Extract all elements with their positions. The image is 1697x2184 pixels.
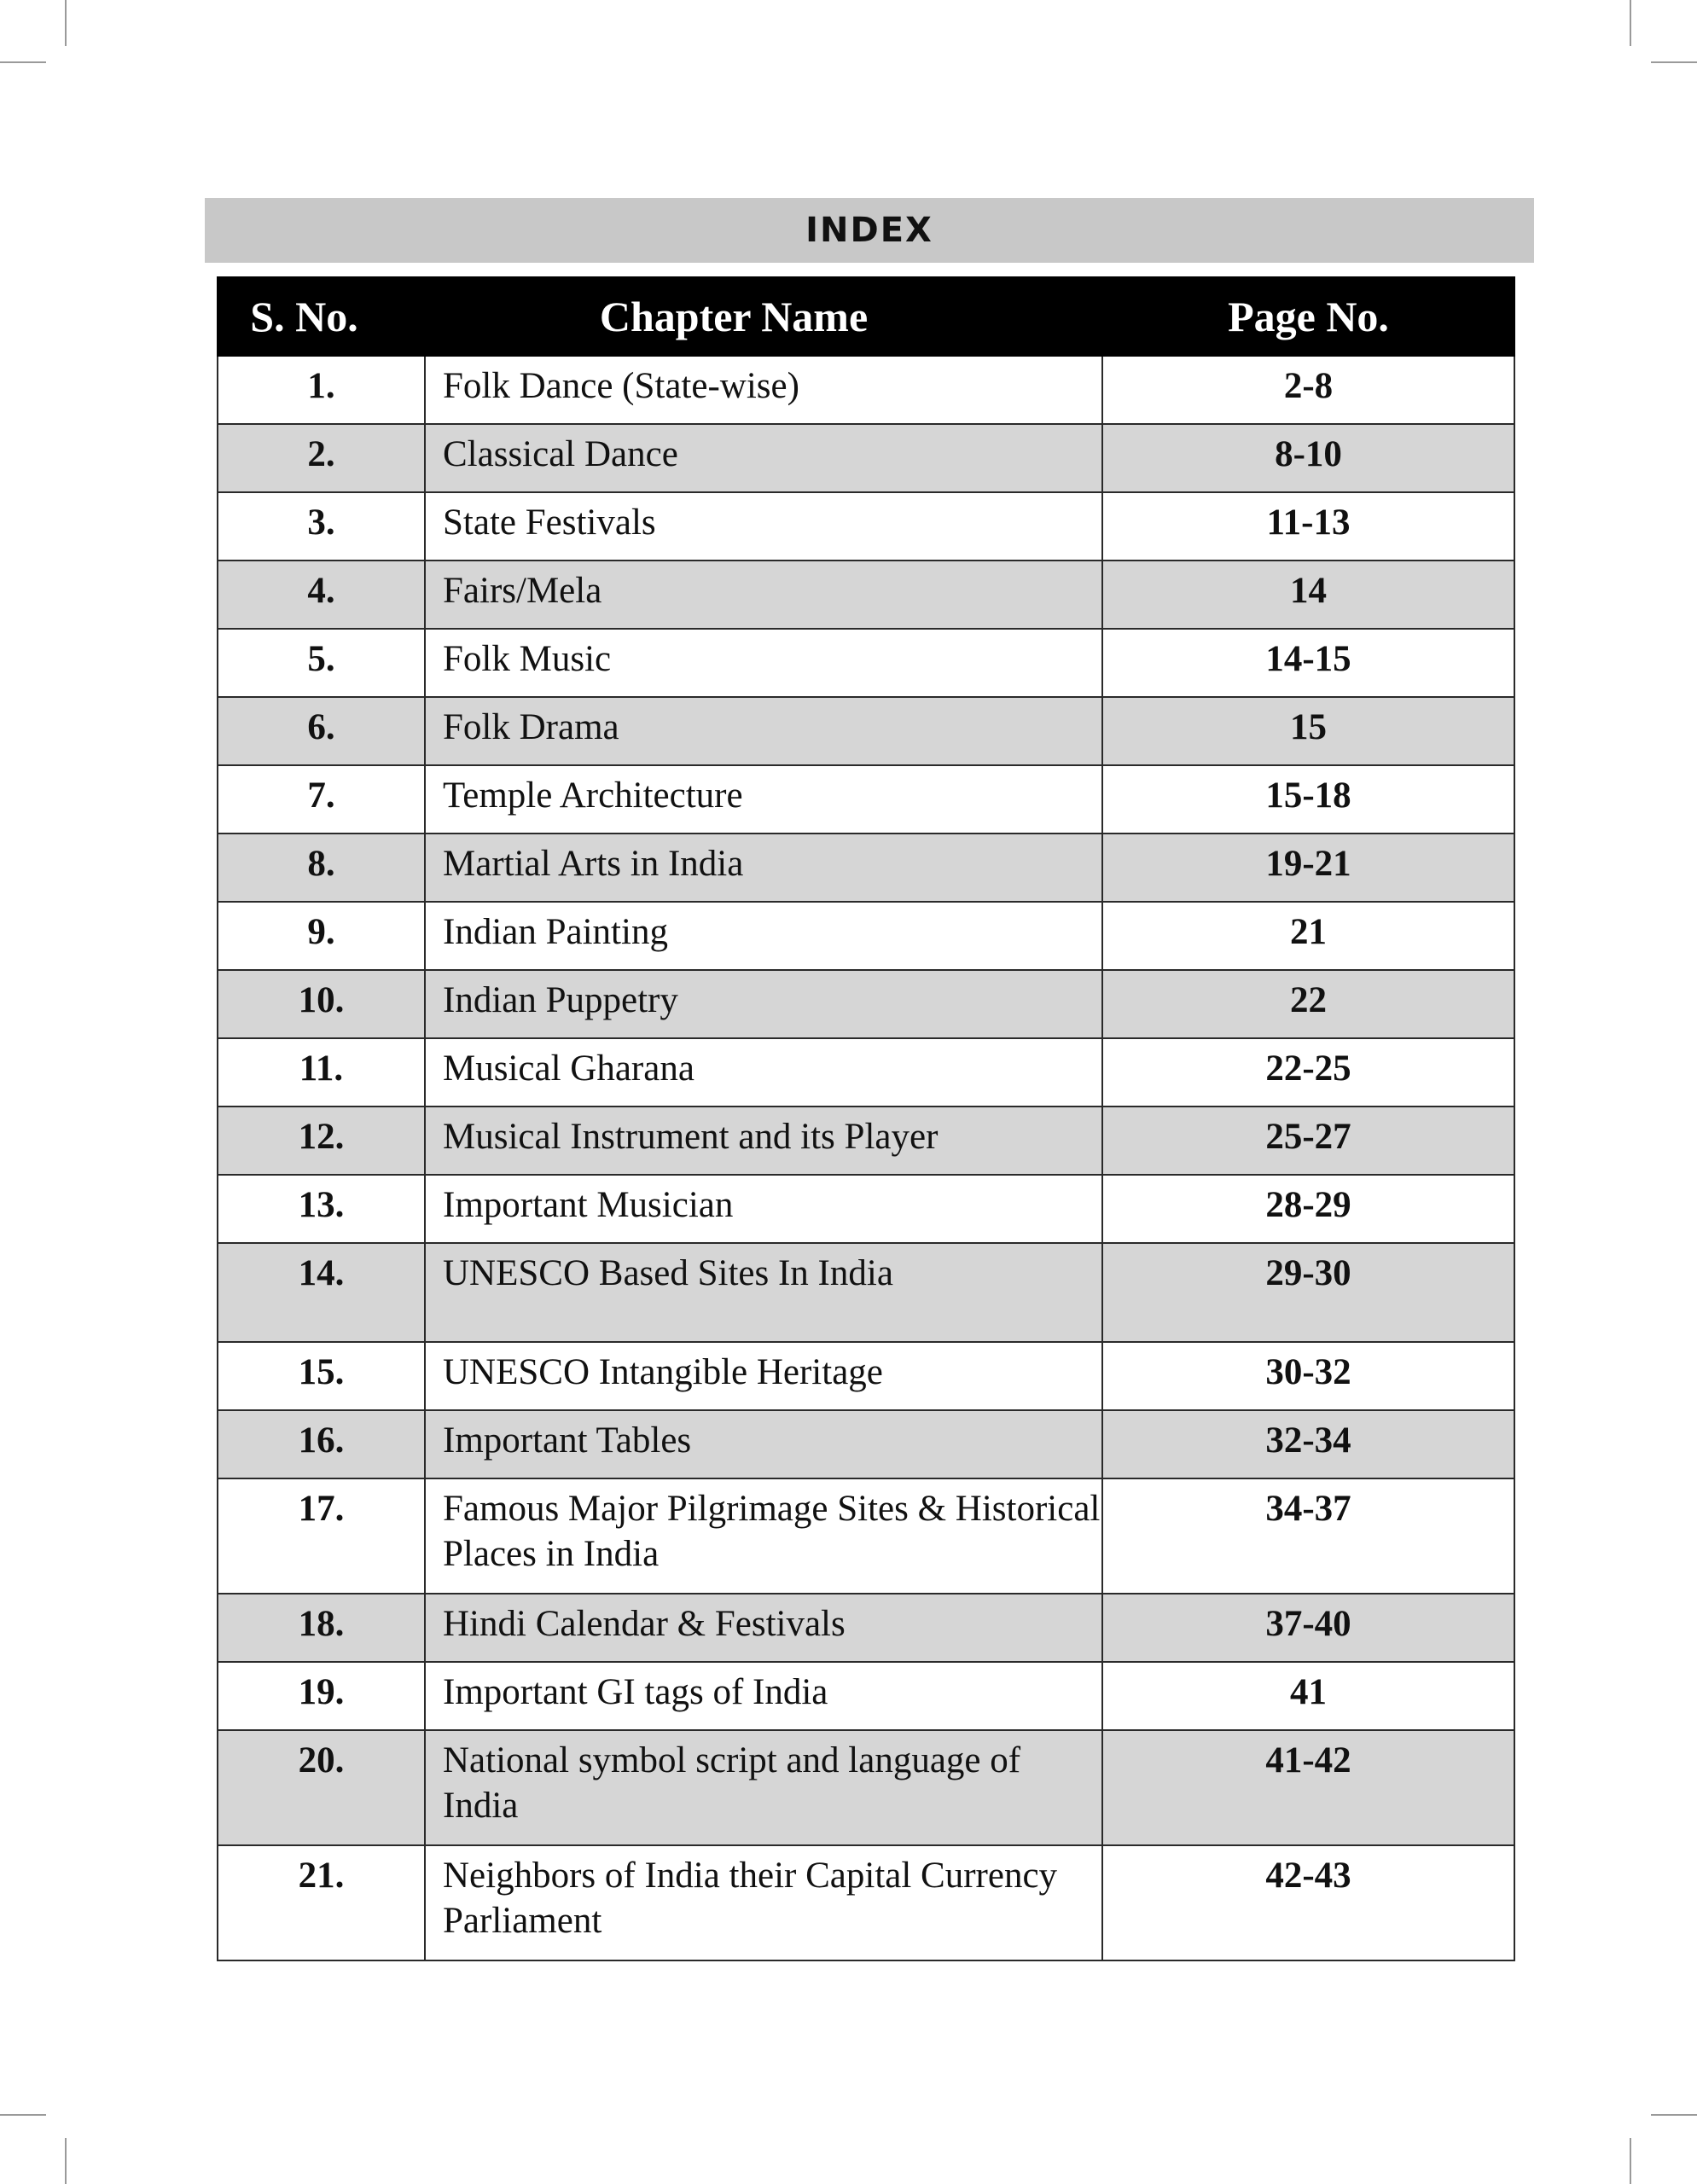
row-serial-number: 17. xyxy=(218,1478,425,1594)
row-page-range: 25-27 xyxy=(1102,1107,1514,1175)
row-serial-number: 20. xyxy=(218,1730,425,1845)
column-header-sno: S. No. xyxy=(218,277,425,356)
row-serial-number: 2. xyxy=(218,424,425,492)
row-chapter-name: State Festivals xyxy=(425,492,1102,561)
table-row xyxy=(218,1845,1514,1960)
row-page-range: 41-42 xyxy=(1102,1730,1514,1845)
row-chapter-name: Hindi Calendar & Festivals xyxy=(425,1594,1102,1662)
row-chapter-name: Folk Music xyxy=(425,629,1102,697)
row-serial-number: 21. xyxy=(218,1845,425,1960)
crop-mark xyxy=(1630,0,1631,46)
table-row xyxy=(218,1038,1514,1107)
row-serial-number: 6. xyxy=(218,697,425,765)
row-page-range: 32-34 xyxy=(1102,1410,1514,1478)
column-header-chapter: Chapter Name xyxy=(425,277,1102,356)
row-serial-number: 19. xyxy=(218,1662,425,1730)
row-chapter-name: Classical Dance xyxy=(425,424,1102,492)
row-page-range: 30-32 xyxy=(1102,1342,1514,1410)
table-row xyxy=(218,1730,1514,1845)
row-serial-number: 12. xyxy=(218,1107,425,1175)
row-chapter-name: Indian Painting xyxy=(425,902,1102,970)
row-chapter-name: Important GI tags of India xyxy=(425,1662,1102,1730)
row-serial-number: 15. xyxy=(218,1342,425,1410)
row-serial-number: 4. xyxy=(218,561,425,629)
row-serial-number: 18. xyxy=(218,1594,425,1662)
row-page-range: 29-30 xyxy=(1102,1243,1514,1342)
table-row xyxy=(218,1478,1514,1594)
row-chapter-name: Famous Major Pilgrimage Sites & Historical Places in India xyxy=(425,1478,1102,1594)
row-chapter-name: UNESCO Intangible Heritage xyxy=(425,1342,1102,1410)
table-row xyxy=(218,697,1514,765)
crop-mark xyxy=(0,2114,46,2116)
table-row xyxy=(218,1342,1514,1410)
crop-mark xyxy=(1651,61,1697,63)
table-row xyxy=(218,1594,1514,1662)
row-chapter-name: Martial Arts in India xyxy=(425,834,1102,902)
table-row xyxy=(218,356,1514,424)
row-serial-number: 3. xyxy=(218,492,425,561)
row-chapter-name: Musical Gharana xyxy=(425,1038,1102,1107)
row-page-range: 22-25 xyxy=(1102,1038,1514,1107)
row-chapter-name: National symbol script and language of India xyxy=(425,1730,1102,1845)
row-serial-number: 9. xyxy=(218,902,425,970)
table-row xyxy=(218,629,1514,697)
row-page-range: 41 xyxy=(1102,1662,1514,1730)
row-serial-number: 13. xyxy=(218,1175,425,1243)
row-serial-number: 5. xyxy=(218,629,425,697)
table-row xyxy=(218,1107,1514,1175)
row-serial-number: 11. xyxy=(218,1038,425,1107)
table-row xyxy=(218,765,1514,834)
table-row xyxy=(218,902,1514,970)
row-page-range: 34-37 xyxy=(1102,1478,1514,1594)
crop-mark xyxy=(1630,2138,1631,2184)
table-row xyxy=(218,970,1514,1038)
row-page-range: 14-15 xyxy=(1102,629,1514,697)
row-page-range: 28-29 xyxy=(1102,1175,1514,1243)
index-table-body xyxy=(218,356,1514,1960)
row-page-range: 42-43 xyxy=(1102,1845,1514,1960)
row-chapter-name: Neighbors of India their Capital Currency Parliament xyxy=(425,1845,1102,1960)
row-page-range: 2-8 xyxy=(1102,356,1514,424)
table-row xyxy=(218,1662,1514,1730)
crop-mark xyxy=(65,0,67,46)
table-header-row xyxy=(218,277,1514,356)
column-header-page: Page No. xyxy=(1102,277,1514,356)
row-page-range: 15 xyxy=(1102,697,1514,765)
crop-mark xyxy=(1651,2114,1697,2116)
crop-mark xyxy=(65,2138,67,2184)
table-row xyxy=(218,1410,1514,1478)
row-serial-number: 1. xyxy=(218,356,425,424)
row-page-range: 15-18 xyxy=(1102,765,1514,834)
table-row xyxy=(218,424,1514,492)
row-chapter-name: Folk Drama xyxy=(425,697,1102,765)
table-row xyxy=(218,834,1514,902)
row-chapter-name: Fairs/Mela xyxy=(425,561,1102,629)
row-chapter-name: UNESCO Based Sites In India xyxy=(425,1243,1102,1342)
table-row xyxy=(218,492,1514,561)
row-page-range: 8-10 xyxy=(1102,424,1514,492)
row-chapter-name: Musical Instrument and its Player xyxy=(425,1107,1102,1175)
row-page-range: 11-13 xyxy=(1102,492,1514,561)
table-row xyxy=(218,1243,1514,1342)
row-chapter-name: Temple Architecture xyxy=(425,765,1102,834)
row-chapter-name: Important Musician xyxy=(425,1175,1102,1243)
index-table xyxy=(217,276,1515,1961)
row-page-range: 22 xyxy=(1102,970,1514,1038)
row-page-range: 19-21 xyxy=(1102,834,1514,902)
row-page-range: 14 xyxy=(1102,561,1514,629)
table-row xyxy=(218,1175,1514,1243)
row-serial-number: 10. xyxy=(218,970,425,1038)
table-row xyxy=(218,561,1514,629)
row-chapter-name: Important Tables xyxy=(425,1410,1102,1478)
row-page-range: 37-40 xyxy=(1102,1594,1514,1662)
index-title: INDEX xyxy=(205,198,1534,263)
row-chapter-name: Indian Puppetry xyxy=(425,970,1102,1038)
row-serial-number: 16. xyxy=(218,1410,425,1478)
row-page-range: 21 xyxy=(1102,902,1514,970)
row-serial-number: 8. xyxy=(218,834,425,902)
row-serial-number: 7. xyxy=(218,765,425,834)
row-serial-number: 14. xyxy=(218,1243,425,1342)
crop-mark xyxy=(0,61,46,63)
row-chapter-name: Folk Dance (State-wise) xyxy=(425,356,1102,424)
